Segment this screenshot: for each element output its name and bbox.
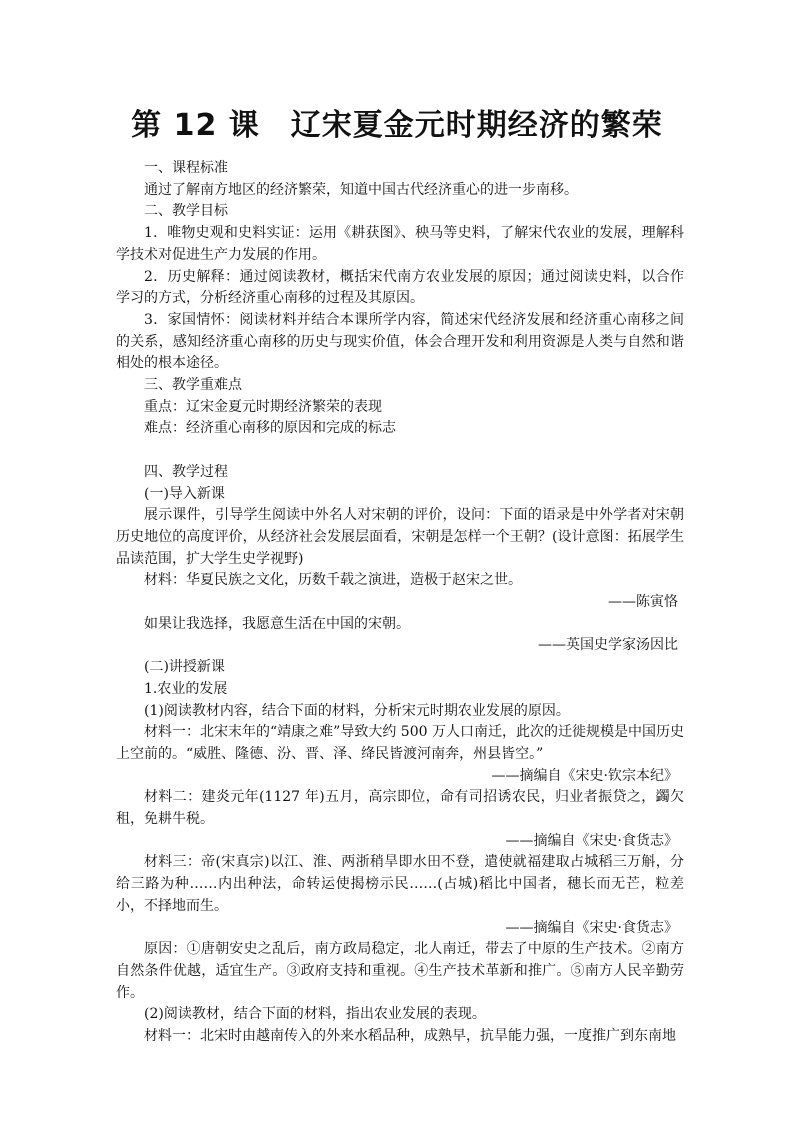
material-source: ——摘编自《宋史·食货志》 <box>505 832 678 849</box>
paragraph: 2．历史解释：通过阅读教材，概括宋代南方农业发展的原因；通过阅读史料，以合作学习的方式，分析经济重心南移的过程及其原因。 <box>116 268 684 307</box>
material-source: ——摘编自《宋史·钦宗本纪》 <box>491 767 678 784</box>
question: (1)阅读教材内容，结合下面的材料，分析宋元时期农业发展的原因。 <box>144 702 570 719</box>
page-title: 第 12 课 辽宋夏金元时期经济的繁荣 <box>131 108 663 143</box>
question: (2)阅读教材，结合下面的材料，指出农业发展的表现。 <box>144 1006 486 1023</box>
material-source: ——摘编自《宋史·食货志》 <box>505 919 678 936</box>
quote: 如果让我选择，我愿意生活在中国的宋朝。 <box>144 615 410 632</box>
paragraph: 难点：经济重心南移的原因和完成的标志 <box>144 420 396 437</box>
material: 材料一：北宋末年的“靖康之难”导致大约 500 万人口南迁，此次的迁徙规模是中国历史上空前的。“威胜、隆德、汾、晋、泽、绛民皆渡河南奔，州县皆空。” <box>116 724 684 762</box>
section-heading: 二、教学目标 <box>144 203 228 220</box>
material: 材料二：建炎元年(1127 年)五月，高宗即位，命有司招诱农民，归业者振贷之，蠲欠租，免耕牛税。 <box>116 789 684 828</box>
quote-source: ——英国史学家汤因比 <box>538 637 678 654</box>
section-heading: 四、教学过程 <box>144 463 228 480</box>
topic-heading: 1.农业的发展 <box>144 680 228 697</box>
answer: 原因：①唐朝安史之乱后，南方政局稳定，北人南迁，带去了中原的生产技术。②南方自然条件优越，适宜生产。③政府支持和重视。④生产技术革新和推广。⑤南方人民辛勤劳作。 <box>116 941 684 1001</box>
section-heading: 三、教学重难点 <box>144 377 242 394</box>
quote-source: ——陈寅恪 <box>608 594 678 611</box>
paragraph: 3．家国情怀：阅读材料并结合本课所学内容，简述宋代经济发展和经济重心南移之间的关系，感知经济重心南移的历史与现实价值，体会合理开发和利用资源是人类与自然和谐相处的根本途径。 <box>116 311 684 372</box>
section-heading: 一、课程标准 <box>144 160 228 176</box>
paragraph: 1．唯物史观和史料实证：运用《耕获图》、秧马等史料，了解宋代农业的发展，理解科学技术对促进生产力发展的作用。 <box>116 225 684 263</box>
document-body <box>116 158 684 1048</box>
paragraph: 重点：辽宋金夏元时期经济繁荣的表现 <box>144 398 382 415</box>
material: 材料一：北宋时由越南传入的外来水稻品种，成熟早，抗旱能力强，一度推广到东南地 <box>144 1028 676 1045</box>
quote: 材料：华夏民族之文化，历数千载之演进，造极于赵宋之世。 <box>144 572 522 589</box>
subsection-heading: (二)讲授新课 <box>144 659 225 676</box>
material: 材料三：帝(宋真宗)以江、淮、两浙稍旱即水田不登，遣使就福建取占城稻三万斛，分给三路为种……内出种法，命转运使揭榜示民……(占城)稻比中国者，穗长而无芒，粒差小，不择地而生。 <box>116 854 684 914</box>
subsection-heading: (一)导入新课 <box>144 485 225 502</box>
paragraph: 展示课件，引导学生阅读中外名人对宋朝的评价，设问：下面的语录是中外学者对宋朝历史地位的高度评价，从经济社会发展层面看，宋朝是怎样一个王朝？(设计意图：拓展学生品读范围，扩大学生史学视野) <box>116 507 684 567</box>
blank-line <box>116 440 684 462</box>
paragraph: 通过了解南方地区的经济繁荣，知道中国古代经济重心的进一步南移。 <box>144 181 578 198</box>
